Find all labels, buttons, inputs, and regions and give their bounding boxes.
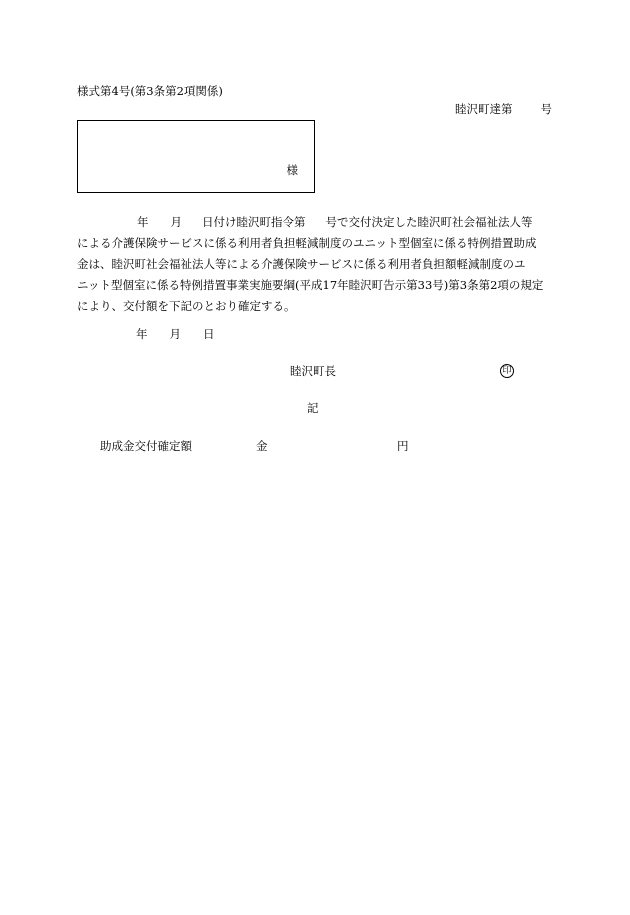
- grant-amount-label: 助成金交付確定額: [100, 439, 192, 453]
- recipient-box: [77, 120, 315, 193]
- body-line-1-rest: 号で交付決定した睦沢町社会福祉法人等: [325, 215, 533, 229]
- body-paragraph: [77, 212, 557, 317]
- seal-icon: 印: [500, 364, 514, 378]
- recipient-honorific: 様: [286, 162, 298, 177]
- body-line-5: により、交付額を下記のとおり確定する。: [77, 299, 296, 313]
- issuer-title: 睦沢町長: [290, 364, 336, 378]
- body-line-2: による介護保険サービスに係る利用者負担軽減制度のユニット型個室に係る特例措置助成: [77, 236, 537, 250]
- body-year-label: 年: [137, 215, 149, 229]
- grant-amount-yen: 円: [397, 439, 409, 453]
- body-month-label: 月: [170, 215, 182, 229]
- issue-date: [136, 329, 215, 341]
- issue-day-label: 日: [203, 327, 215, 341]
- body-day-text: 日付け睦沢町指令第: [202, 215, 306, 229]
- form-number-label: 様式第4号(第3条第2項関係): [77, 84, 223, 98]
- issue-year-label: 年: [136, 327, 148, 341]
- document-number-prefix: 睦沢町達第: [455, 102, 513, 116]
- body-line-3: 金は、睦沢町社会福祉法人等による介護保険サービスに係る利用者負担額軽減制度のユ: [77, 257, 526, 271]
- document-number-suffix: 号: [540, 102, 552, 116]
- issue-month-label: 月: [169, 327, 181, 341]
- body-line-1: [77, 212, 557, 233]
- document-number: [455, 104, 552, 116]
- ki-heading: 記: [307, 401, 319, 415]
- grant-amount-kin: 金: [256, 439, 268, 453]
- body-line-4: ニット型個室に係る特例措置事業実施要綱(平成17年睦沢町告示第33号)第3条第2項の規定: [77, 278, 544, 292]
